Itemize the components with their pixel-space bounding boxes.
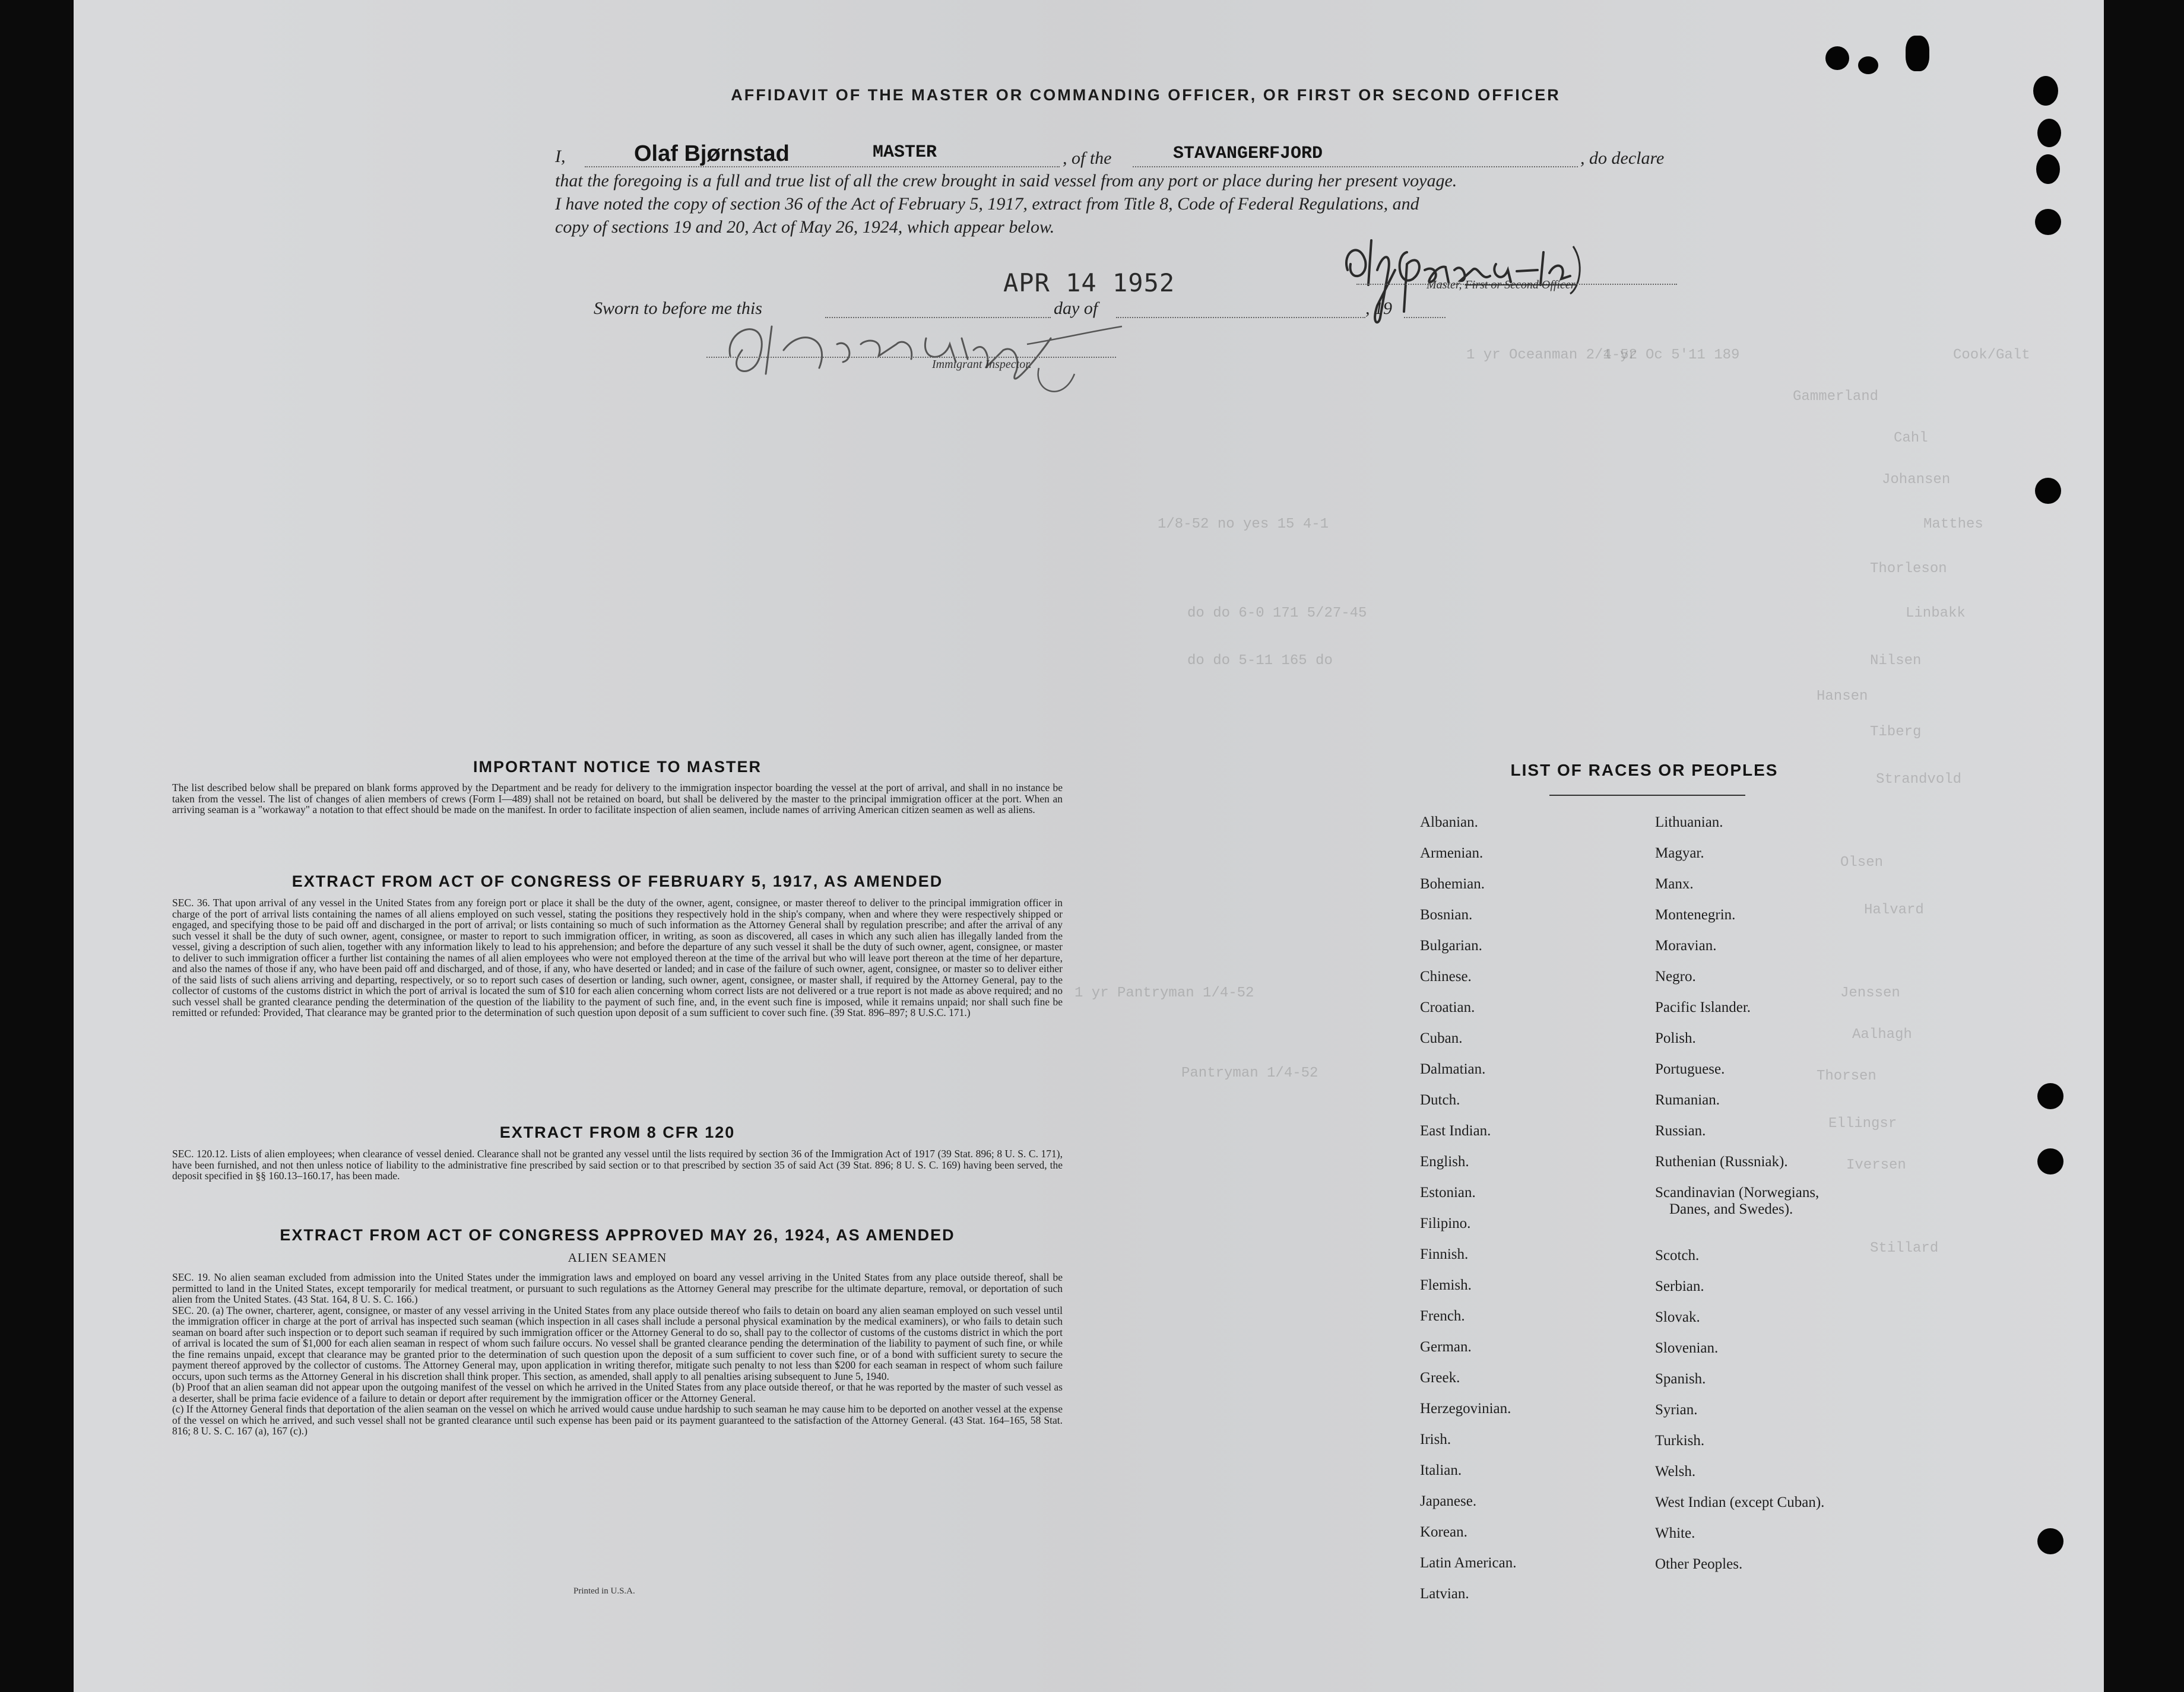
master-caption-struck: First or Second Officer.: [1465, 278, 1577, 291]
race-item: French.: [1420, 1308, 1465, 1324]
race-item: Ruthenian (Russniak).: [1655, 1154, 1788, 1170]
extract-cfr-title: EXTRACT FROM 8 CFR 120: [499, 1123, 736, 1141]
ink-blot: [1825, 46, 1849, 70]
race-item: Armenian.: [1420, 845, 1484, 861]
punch-hole: [2035, 209, 2061, 235]
declaration-of-the: , of the: [1063, 148, 1112, 168]
date-stamp: APR 14 1952: [1003, 268, 1175, 297]
race-item: Welsh.: [1655, 1464, 1696, 1480]
punch-hole: [2037, 1148, 2063, 1174]
declaration-i: I,: [555, 147, 566, 166]
race-item: Italian.: [1420, 1462, 1462, 1478]
punch-hole: [2037, 1083, 2063, 1109]
notice-title: IMPORTANT NOTICE TO MASTER: [473, 758, 762, 776]
race-item: English.: [1420, 1154, 1469, 1170]
punch-hole: [2037, 1528, 2063, 1554]
race-item: Russian.: [1655, 1123, 1706, 1139]
race-item: Bulgarian.: [1420, 938, 1482, 954]
race-item: Montenegrin.: [1655, 907, 1736, 923]
extract-1917-title: EXTRACT FROM ACT OF CONGRESS OF FEBRUARY 5, 1917, AS AMENDED: [291, 872, 943, 890]
punch-hole: [2035, 478, 2061, 504]
punch-hole: [2037, 119, 2061, 147]
race-item: Chinese.: [1420, 969, 1472, 985]
race-item: White.: [1655, 1525, 1695, 1541]
race-item: Slovenian.: [1655, 1340, 1719, 1356]
race-item: Latvian.: [1420, 1586, 1469, 1602]
race-item: Greek.: [1420, 1370, 1460, 1386]
declaration-line-3: I have noted the copy of section 36 of the Act of February 5, 1917, extract from Title 8, Code of Federal Regulations, and: [555, 194, 1419, 214]
extract-1924-sec20b: (b) Proof that an alien seaman did not appear upon the outgoing manifest of the vessel on which he arrived in the United States from any place outside thereof, or that he was reported by the master of such vessel as a deserter, shall be prima facie evidence of a failure to detain or deport after requirement by the immigration officer or the Attorney General.: [172, 1381, 1063, 1404]
ink-blot: [1906, 36, 1929, 71]
race-item: Estonian.: [1420, 1185, 1476, 1201]
race-item: Korean.: [1420, 1524, 1467, 1540]
ink-blot: [1858, 56, 1878, 74]
vessel-rule: [1133, 166, 1578, 167]
race-item: Magyar.: [1655, 845, 1704, 861]
affidavit-header: AFFIDAVIT OF THE MASTER OR COMMANDING OFFICER, OR FIRST OR SECOND OFFICER: [731, 86, 1561, 104]
inspector-caption: Immigrant Inspector.: [932, 358, 1032, 371]
race-item: Moravian.: [1655, 938, 1717, 954]
race-item: Dutch.: [1420, 1092, 1460, 1108]
race-item: Lithuanian.: [1655, 814, 1723, 830]
sworn-year-rule: [1404, 317, 1446, 318]
race-item: Syrian.: [1655, 1402, 1698, 1418]
race-item: Rumanian.: [1655, 1092, 1720, 1108]
race-item: Latin American.: [1420, 1555, 1517, 1571]
race-item: Irish.: [1420, 1431, 1451, 1447]
races-title: LIST OF RACES OR PEOPLES: [1510, 761, 1779, 779]
master-rank: MASTER: [873, 142, 937, 163]
race-item: Albanian.: [1420, 814, 1478, 830]
race-item: Danes, and Swedes).: [1669, 1201, 1793, 1217]
sworn-before: Sworn to before me this: [594, 299, 762, 318]
extract-1917-body: SEC. 36. That upon arrival of any vessel in the United States from any foreign port or place it shall be the duty of the owner, agent, consignee, or master thereof to deliver to the principal immigration officer in charge of the port of arrival lists containing the names of all aliens employed on such vessel, stating the positions they respectively hold in the ship's company, when and where they were respectively shipped or engaged, and specifying those to be paid off and discharged in the port of arrival; or lists containing so much of such information as the Attorney General shall by regulation prescribe; and after the arrival of any such vessel it shall be the duty of such owner, agent, consignee, or master to report to such immigration officer, in writing, as soon as discovered, all cases in which any such alien has illegally landed from the vessel, giving a description of such alien, together with any information likely to lead to his apprehension; and before the departure of any such vessel it shall be the duty of such owner, agent, consignee, or master to deliver to such immigration officer a further list containing the names of all alien employees who were not employed thereon at the time of the arrival but who will leave port thereon at the time of her departure, and also the names of those if any, who have been paid off and discharged, and of those, if any, who have deserted or landed; and in case of the failure of such owner, agent, consignee, or master so to deliver either of the said lists of such aliens arriving and departing, respectively, or so to report such cases of desertion or landing, such owner, agent, consignee, or master shall, if required by the Attorney General, pay to the collector of customs of the customs district in which the port of arrival is located the sum of $10 for each alien concerning whom correct lists are not delivered or a true report is not made as above required; and no such vessel shall be granted clearance pending the determination of the question of the liability to the payment of such fine, and, in the event such fine is imposed, while it remains unpaid; nor shall such fine be remitted or refunded: Provided, That clearance may be granted prior to the determination of such question upon deposit of a sum sufficient to cover such fine. (39 Stat. 896–897; 8 U.S.C. 171.): [172, 897, 1063, 1018]
race-item: Cuban.: [1420, 1030, 1463, 1046]
vessel-name: STAVANGERFJORD: [1173, 144, 1323, 164]
punch-hole: [2033, 76, 2058, 106]
notice-body: The list described below shall be prepared on blank forms approved by the Department and be ready for delivery to the immigration inspector boarding the vessel at the port of arrival, and shall in no instance be taken from the vessel. The list of changes of alien members of crews (Form I—489) shall not be retained on board, but shall be delivered by the master to the principal immigration officer at the port. When an arriving seaman is a "workaway" a notation to that effect should be made on the manifest. In order to facilitate inspection of alien seamen, include names of arriving American citizen seamen as well as aliens.: [172, 782, 1063, 815]
race-item: Flemish.: [1420, 1277, 1472, 1293]
race-item: West Indian (except Cuban).: [1655, 1494, 1825, 1510]
extract-1924-subtitle: ALIEN SEAMEN: [568, 1250, 667, 1265]
race-item: Finnish.: [1420, 1246, 1469, 1262]
race-item: Other Peoples.: [1655, 1556, 1743, 1572]
extract-1924-sec20c: (c) If the Attorney General finds that deportation of the alien seaman on the vessel on which he arrived would cause undue hardship to such seaman he may cause him to be deported on another vessel at the expense of the vessel on which he arrived, and such vessel shall not be granted clearance until such expense has been paid or its payment guaranteed to the satisfaction of the Attorney General. (43 Stat. 164–165, 58 Stat. 816; 8 U. S. C. 167 (a), 167 (c).): [172, 1403, 1063, 1437]
document-page: [74, 0, 2104, 1692]
race-item: German.: [1420, 1339, 1472, 1355]
declaration-do-declare: , do declare: [1580, 148, 1665, 168]
race-item: Herzegovinian.: [1420, 1401, 1511, 1417]
race-item: Negro.: [1655, 969, 1696, 985]
race-item: Scandinavian (Norwegians,: [1655, 1185, 1820, 1201]
inspector-signature-icon: [706, 303, 1134, 415]
race-item: Croatian.: [1420, 999, 1475, 1015]
race-item: Slovak.: [1655, 1309, 1700, 1325]
race-item: Polish.: [1655, 1030, 1696, 1046]
race-item: Spanish.: [1655, 1371, 1706, 1387]
race-item: Scotch.: [1655, 1247, 1700, 1264]
extract-1924-title: EXTRACT FROM ACT OF CONGRESS APPROVED MAY 26, 1924, AS AMENDED: [280, 1226, 955, 1244]
declaration-line-2: that the foregoing is a full and true list of all the crew brought in said vessel from any port or place during her present voyage.: [555, 171, 1457, 191]
race-item: Serbian.: [1655, 1278, 1704, 1294]
master-name: Olaf Bjørnstad: [634, 141, 790, 166]
printed-in-usa: Printed in U.S.A.: [573, 1586, 635, 1596]
extract-cfr-body: SEC. 120.12. Lists of alien employees; when clearance of vessel denied. Clearance shall not be granted any vessel until the lists required by section 36 of the Immigration Act of 1917 (39 Stat. 896; 8 U. S. C. 171), have been furnished, and not then unless notice of liability to the administrative fine prescribed by said section or to that prescribed by section 35 of said Act (39 Stat. 896; 8 U. S. C. 169) having been served, the deposit specified in §§ 160.13–160.17, has been made.: [172, 1148, 1063, 1182]
sworn-year: , 19: [1365, 299, 1392, 318]
race-item: Filipino.: [1420, 1215, 1471, 1231]
race-item: Pacific Islander.: [1655, 999, 1751, 1015]
race-item: Japanese.: [1420, 1493, 1477, 1509]
race-item: Bohemian.: [1420, 876, 1485, 892]
race-item: Turkish.: [1655, 1433, 1705, 1449]
race-item: East Indian.: [1420, 1123, 1491, 1139]
inspector-rule: [706, 357, 1116, 358]
sworn-day-of: day of: [1054, 299, 1098, 318]
race-item: Manx.: [1655, 876, 1694, 892]
extract-1924-sec19: SEC. 19. No alien seaman excluded from admission into the United States under the immigration laws and employed on board any vessel arriving in the United States from any place outside thereof, shall be permitted to land in the United States, except temporarily for medical treatment, or pursuant to such regulations as the Attorney General may prescribe for the ultimate departure, removal, or deportation of such alien from the United States. (43 Stat. 164, 8 U. S. C. 166.): [172, 1271, 1063, 1305]
punch-hole: [2036, 154, 2060, 184]
race-item: Portuguese.: [1655, 1061, 1725, 1077]
master-caption-kept: Master,: [1427, 278, 1462, 291]
extract-1924-body: [172, 1272, 1063, 1437]
race-item: Dalmatian.: [1420, 1061, 1486, 1077]
declaration-line-4: copy of sections 19 and 20, Act of May 26, 1924, which appear below.: [555, 217, 1055, 237]
master-caption: [1427, 278, 1577, 292]
races-title-rule: [1549, 795, 1745, 796]
race-item: Bosnian.: [1420, 907, 1473, 923]
sworn-month-rule: [1116, 317, 1365, 318]
extract-1924-sec20a: SEC. 20. (a) The owner, charterer, agent, consignee, or master of any vessel arriving in the United States from any place outside thereof who fails to detain on board any alien seaman employed on such vessel until the immigration officer in charge at the port of arrival has inspected such seaman (which inspection in all cases shall include a personal physical examination by the medical examiners), or who fails to detain such seaman on board after such inspection or to deport such seaman if required by such immigration officer or the Attorney General to do so, shall pay to the collector of customs of the customs district in which the port of arrival is located the sum of $1,000 for each alien seaman in respect of whom such failure occurs. No vessel shall be granted clearance pending the determination of the liability to payment of such fine, or while the fine remains unpaid, except that clearance may be granted prior to the determination of such question upon the deposit of a sum sufficient to cover such fine, or of a bond with sufficient surety to secure the payment thereof approved by the collector of customs. The Attorney General may, upon application in writing therefor, mitigate such penalty to not less than $200 for each seaman in respect of whom such failure occurs, upon such terms as the Attorney General in his discretion shall think proper. This section, as amended, shall apply to all penalties arising subsequent to June 5, 1940.: [172, 1304, 1063, 1382]
